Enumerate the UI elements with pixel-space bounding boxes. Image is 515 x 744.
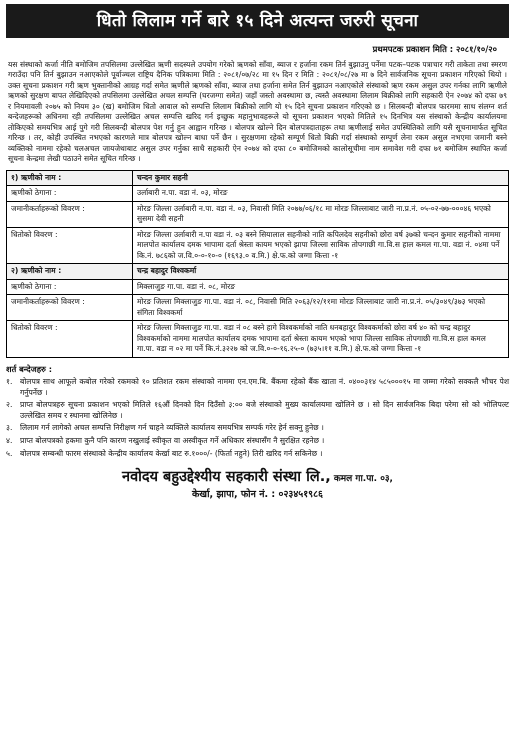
list-item <box>6 436 509 447</box>
organization-address: केर्खा, झापा, फोन नं. : ०२३४५१९८६ <box>192 489 323 501</box>
term-text: बोलपत्र साथ आफूले कबोल गरेको रकमको १० प्रतिशत रकम संस्थाको नाममा एन.एम.बि. बैंकमा रहेको बैंक खाता नं. ०४००३१४ ५८५०००१५ मा जम्मा गरेको सक्कलै भौचर पेश गर्नुपर्नेछ । <box>20 376 509 397</box>
organization-name: नवोदय बहुउद्देश्यीय सहकारी संस्था लि., <box>122 469 331 486</box>
term-text: प्राप्त बोलपत्रहरु सूचना प्रकाशन भएको मितिले १६औं दिनको दिन दिउँसो ३:०० बजे संस्थाको मुख्य कार्यालयमा खोलिने छ । सो दिन सार्वजनिक बिदा परेमा सो को भोलिपल्ट उल्लेखित समय र स्थानमा खोलिनेछ । <box>20 400 509 420</box>
terms-heading: शर्त बन्देजहरु : <box>6 363 53 374</box>
borrower-name-label: २) ऋणीको नाम : <box>7 264 133 280</box>
publication-date: प्रथमपटक प्रकाशन मिति : २०८१/१०/२० <box>372 44 497 54</box>
row-value: मोरङ जिल्ला उर्लाबारी न.पा वडा नं. ०३ बस्ने सियालाल सहनीको नाति कपिलदेव सहनीको छोरा वर्ष ३७को चन्दन कुमार सहनीको नाममा मालपोत कार्यालय दमक भापामा दर्ता श्रेस्ता कायम भएको झापा जिल्ला साविक तोपगाछी गा.वि.स हाल कमल गा.पा. वडा नं. ०४मा पर्ने कि.नं. ७८६को ज.वि.०-०-१०-० (१६९३.० व.मि.) क्षे.फ.को जग्गा कित्ता -१ <box>133 227 509 264</box>
borrower-name: चन्द्र बहादुर विश्वकर्मा <box>133 264 509 280</box>
list-item <box>6 449 509 460</box>
borrower-name-label: १) ऋणीको नाम : <box>7 170 133 186</box>
issuer-footer <box>6 467 509 501</box>
borrower-details-table <box>6 170 509 358</box>
table-row <box>7 201 509 227</box>
term-text: बोलपत्र सम्बन्धी फारम संस्थाको केन्द्रीय कार्यालय केर्खा बाट रु.१०००/- (फिर्ता नहुने) तिरी खरिद गर्न सकिनेछ । <box>20 448 323 458</box>
term-number: ५. <box>6 448 13 458</box>
row-value: मिक्लाजुङ गा.पा. वडा नं. ०८, मोरङ <box>133 279 509 295</box>
row-label: धितोको विवरण : <box>7 321 133 358</box>
row-label: ऋणीको ठेगाना : <box>7 186 133 202</box>
terms-list <box>6 377 509 459</box>
organization-line <box>6 467 509 487</box>
row-value: मोरङ जिल्ला उर्लाबारी न.पा. वडा नं. ०३, निवासी मिति २०७७/०६/१८ मा मोरङ जिल्लाबाट जारी ना.प्र.नं. ०५-०२-७७-०००४६ भएको सुसमा देवी सहनी <box>133 201 509 227</box>
term-number: २. <box>6 400 13 410</box>
term-number: ४. <box>6 436 13 446</box>
list-item <box>6 423 509 434</box>
term-text: लिलाम गर्न लागेको अचल सम्पत्ति निरीक्षण गर्न चाहने व्यक्तिले कार्यालय समयभित्र सम्पर्क गरेर हेर्न सक्नु हुनेछ । <box>20 423 324 433</box>
row-label: जमानीकर्ताहरूको विवरण : <box>7 295 133 321</box>
table-row <box>7 321 509 358</box>
table-row <box>7 295 509 321</box>
organization-address-inline: कमल गा.पा. ०३, <box>330 474 393 485</box>
term-text: प्राप्त बोलपत्रको हकमा कुनै पनि कारण नखुलाई स्वीकृत वा अस्वीकृत गर्ने अधिकार संस्थासँग नै सुरक्षित रहनेछ । <box>20 436 325 446</box>
row-value: मोरङ जिल्ला मिक्लाजुङ गा.पा. वडा नं ०८ बस्ने हागे विश्वकर्माको नाति धनबहादुर विश्वकर्माको छोरा वर्ष ४० को चन्द्र बहादुर विश्वकर्माको नाममा मालपोत कार्यालय दमक भापामा दर्ता श्रेस्ता कायम भएको भापा जिल्ला साविक तोपगाछी गा.वि.स हाल कमल गा.पा. वडा न ०२ मा पर्ने कि.नं.३२२७ को ज.वि.०-०-१६.२५-० (७३५।११ व.मि.) क्षे.फ.को जग्गा कित्ता -१ <box>133 321 509 358</box>
notice-title-banner: धितो लिलाम गर्ने बारे १५ दिने अत्यन्त जरुरी सूचना <box>6 4 509 38</box>
table-row <box>7 186 509 202</box>
notice-body: यस संस्थाको कर्जा नीति बमोजिम तपसिलमा उल्लेखित ऋणी सदस्यले उपयोग गरेको ऋणको साँवा, ब्याज र हर्जाना रकम तिर्न बुझाउनु पर्नेमा पटक–पटक पत्राचार गरी ताकेता तथा स्मरण गराउँदा पनि तिर्न बुझाउन नआएकोले पूर्वाञ्चल राष्ट्रिय दैनिक पत्रिकामा मिति : २०८१/०७/२८ मा १५ दिन र मिति : २०८१/०८/२७ मा ७ दिने सार्वजनिक सूचना प्रकाशन गरिएको थियो । उक्त सूचना प्रकाशन गरी ऋण भुक्तानीको आग्रह गर्दा समेत ऋणीले ऋणको साँवा, ब्याज तथा हर्जाना समेत तिर्न बुझाउन नआएकोले संस्थाको ऋण रकम असुल उपर गर्नका लागि ऋणीले ऋणको सुरक्षण बापत लेखिदिएको तपसिलमा उल्लेखित अचल सम्पत्ति (घरजग्गा समेत) जहाँ जस्तो अवस्थामा छ, त्यस्तै अवस्थामा लिलाम बिक्रीको लागि सहकारी ऐन २०७४ को दफा ७९ र नियमावली २०७५ को नियम ३० (ख) बमोजिम धितो आवाल को सम्पत्ति लिलाम बिक्रीको लागि यो १५ दिने सूचना प्रकाशन गरिएको छ । सिलबन्दी बोलपत्र फारममा साथ संलग्न शर्त बन्देजहरूको अधिनमा रही तपसिलमा उल्लेखित अचल सम्पत्ति खरिद गर्न इच्छुक महानुभावहरूले यो सूचना प्रकाशन भएको मितिले १५ दिनभित्र यस संस्थाको केन्द्रीय कार्यालयमा तोकिएको समयभित्र आई पुगे गरी सिलबन्दी बोलपत्र पेश गर्नु हुन आह्वान गरिन्छ । बोलपत्र खोल्ने दिन बोलपत्रदाताहरू तथा ऋणीलाई समेत उपस्थितिको लागि यसै सूचनामार्फत सूचित गरिन्छ । तर, कोही उपस्थित नभएको कारणले मात्र बोलपत्र खोल्न बाधा पर्ने छैन । सुरक्षणमा रहेको सम्पूर्ण धितो बिक्री गर्दा संस्थाको सम्पूर्ण लेना रकम असुल नभएमा जमानी बस्ने व्यक्तिको नाममा रहेको चलअचल जायजेथाबाट असुल उपर गर्नुका साथै सहकारी ऐन २०७४ को दफा ८० बमोजिमको कालोसूचीमा नाम समावेश गरी दफा ७१ बमोजिम स्थापित कर्जा सूचना केन्द्रमा लेखी पठाउने समेत सूचित गरिन्छ । <box>8 59 507 164</box>
list-item <box>6 377 509 398</box>
row-label: जमानीकर्ताहरूको विवरण : <box>7 201 133 227</box>
borrower-1-name-row <box>7 170 509 186</box>
list-item <box>6 400 509 421</box>
term-number: ३. <box>6 423 13 433</box>
table-row <box>7 279 509 295</box>
table-row <box>7 227 509 264</box>
row-value: मोरङ जिल्ला मिक्लाजुङ गा.पा. वडा नं. ०८, निवासी मिति २०६३/१२/११मा मोरङ जिल्लाबाट जारी ना.प्र.नं. ०५/३०४९/३७३ भएको संगिता विश्वकर्मा <box>133 295 509 321</box>
row-label: ऋणीको ठेगाना : <box>7 279 133 295</box>
term-number: १. <box>6 376 13 386</box>
row-label: धितोको विवरण : <box>7 227 133 264</box>
borrower-name: चन्दन कुमार सहनी <box>133 170 509 186</box>
row-value: उर्लाबारी न.पा. वडा नं. ०३, मोरङ <box>133 186 509 202</box>
borrower-2-name-row <box>7 264 509 280</box>
